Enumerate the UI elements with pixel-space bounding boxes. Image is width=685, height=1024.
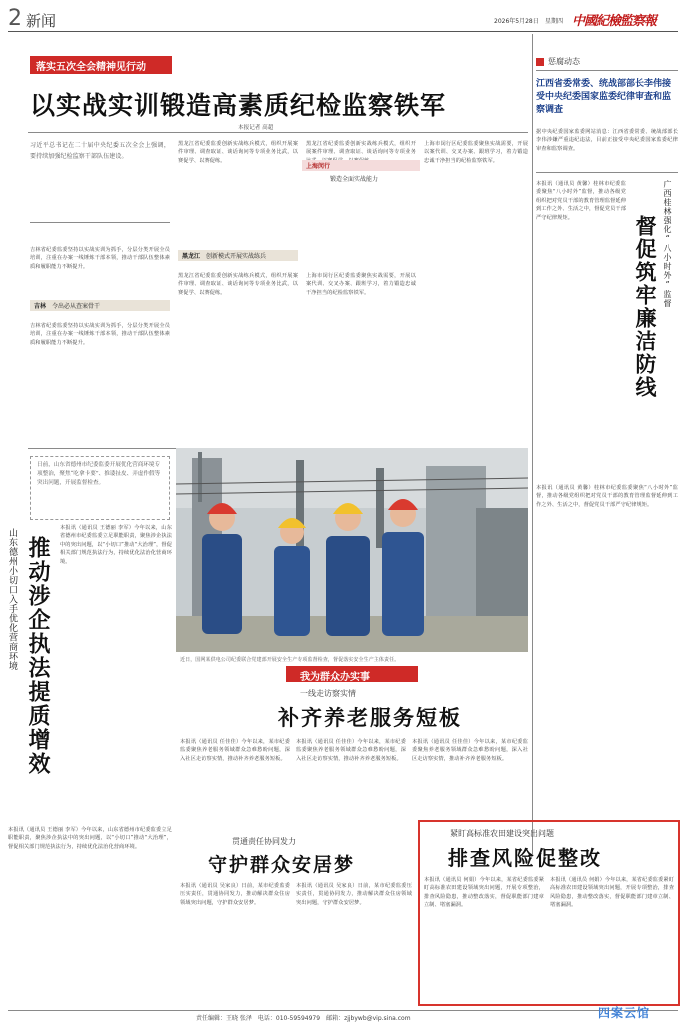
main-body-col3: 黑龙江省纪委监委创新实战练兵模式，组织开展案件审理、调查取证、谈话询问等专项业务 [306,141,416,156]
left-body-b: 本报讯（通讯员 王德丽 李军）今年以来，山东省德州市纪委监委立足职能职责，聚焦涉企执法中的突出问题，以“小切口”推动“大治理”，督促相关部门规范执法行为，持续优化法治化营商环境。 [8,827,172,850]
main-body-col4: 上海市闵行区纪委监委聚焦实战需要，开展以案代训、交叉办案、跟班学习，着力锻造忠诚干净担当的纪检监察铁军。 [424,141,528,164]
sidebar-rule2 [536,172,678,173]
masthead-logo: 中國紀檢監察報 [572,14,657,29]
left-body-a: 本报讯（通讯员 王德丽 李军）今年以来，山东省德州市纪委监委立足职能职责，聚焦涉企执法中的突出问题，以“小切口”推动“大治理”，督促相关部门规范执法行为，持续优化法治化营商环境。 [60,525,172,565]
people-headline-1: 补齐养老服务短板 [278,705,462,730]
issue-date: 2026年5月28日 [494,18,539,25]
issue-weekday: 星期四 [545,18,564,25]
sidebar-rule [536,70,678,71]
boxed-kicker: 紧盯高标准农田建设突出问题 [450,829,554,838]
subhead-heilongjiang [178,250,298,261]
sidebar-column-label: 惩腐动态 [548,57,580,66]
left-kicker: 山东德州小切口入手优化营商环境 [7,528,17,671]
people-body-1c: 本报讯（通讯员 任佳佳）今年以来，某市纪委监委聚焦养老服务领域群众急难愁盼问题，深入社区走访察实情，推动补齐养老服务短板。 [412,739,528,762]
main-body-col1b: 吉林省纪委监委坚持以实战实训为抓手，分层分类开展全员培训，注重在办案一线锤炼干部本领，推动干部队伍整体素质和履职能力不断提升。 [30,323,170,346]
subhead-minhang-title: 锻造全面实战能力 [330,176,379,183]
sidebar-story-body-a: 本报讯（通讯员 黄馨）桂林市纪委监委聚焦“八小时外”监督，推动各级党组织把对党员干部的教育管理监督延伸到工作之外、生活之中，督促党员干部严守纪律规矩。 [536,181,626,221]
watermark-logo: 四案云馆 [598,1006,651,1020]
subhead-jilin-tag: 吉林 [34,303,47,310]
sidebar-column-icon [536,58,544,66]
subhead-hlj-title: 创新模式开展实战练兵 [206,253,267,260]
left-quote-box [30,456,170,520]
main-body-col2b: 黑龙江省纪委监委创新实战练兵模式，组织开展案件审理、调查取证、谈话询问等专项业务比武，以赛促学、以赛促练。 [178,273,298,296]
footer-rule [8,1010,678,1011]
news-photo [176,448,528,652]
main-body-col2: 黑龙江省纪委监委创新实战练兵模式，组织开展案件审理、调查取证、谈话询问等专项业务比武，以赛促学、以赛促练。 [178,141,298,164]
people-body-2a: 本报讯（通讯员 吴家良）日前，某市纪委监委压实责任，贯通协同发力，推动解决群众住房领域突出问题，守护群众安居梦。 [180,883,290,906]
sidebar-divider [532,34,533,854]
topic-banner-text: 落实五次全会精神见行动 [36,62,146,73]
people-body-1a: 本报讯（通讯员 任佳佳）今年以来，某市纪委监委聚焦养老服务领域群众急难愁盼问题，深入社区走访察实情，推动补齐养老服务短板。 [180,739,290,762]
main-byline: 本报记者 高超 [238,125,274,131]
main-headline: 以实战实训锻造高素质纪检监察铁军 [30,91,447,120]
subhead-hlj-tag: 黑龙江 [182,253,201,260]
main-body-col3b: 上海市闵行区纪委监委聚焦实战需要，开展以案代训、交叉办案、跟班学习，着力锻造忠诚干净担当的纪检监察铁军。 [306,273,416,296]
people-headline-2: 守护群众安居梦 [208,854,356,876]
main-body-col1: 吉林省纪委监委坚持以实战实训为抓手，分层分类开展全员培训，注重在办案一线锤炼干部本领，推动干部队伍整体素质和履职能力不断提升。 [30,247,170,270]
left-quote-text: 日前，山东省德州市纪委监委开展优化营商环境专项整治，聚焦“吃拿卡要”、推诿扯皮、弄虚作假等突出问题，开展监督检查。 [37,462,161,486]
section-label: 新闻 [26,12,57,30]
photo-scene [176,448,528,652]
sidebar-kicker: 广西桂林强化“八小时外”监督 [663,180,672,308]
people-kicker-1: 一线走访察实情 [300,689,356,698]
boxed-body-a: 本报讯（通讯员 何娟）今年以来，某省纪委监委紧盯高标准农田建设领域突出问题，开展专项整治，排查风险隐患，推动整改落实，督促职能部门建章立制、堵塞漏洞。 [424,877,544,909]
people-body-1b: 本报讯（通讯员 任佳佳）今年以来，某市纪委监委聚焦养老服务领域群众急难愁盼问题，深入社区走访察实情，推动补齐养老服务短板。 [296,739,406,762]
header-rule [8,31,678,32]
boxed-body-b: 本报讯（通讯员 何娟）今年以来，某省纪委监委紧盯高标准农田建设领域突出问题，开展专项整治，排查风险隐患，推动整改落实，督促职能部门建章立制、堵塞漏洞。 [550,877,674,909]
sidebar-story-body-b: 本报讯（通讯员 黄馨）桂林市纪委监委聚焦“八小时外”监督，推动各级党组织把对党员干部的教育管理监督延伸到工作之外、生活之中，督促党员干部严守纪律规矩。 [536,485,678,508]
photo-caption: 近日，国网某供电公司纪委联合党建部开展安全生产专项监督检查，督促落实安全生产主体责任。 [180,657,400,663]
main-top-rule [28,132,528,133]
footer-credits: 责任编辑：王晓 张泽 电话：010-59594979 邮箱：zjjbywb@vip.sina.com [196,1015,411,1022]
sidebar-story-title: 督促筑牢廉洁防线 [633,215,658,399]
subhead-minhang-tag: 上海闵行 [306,163,331,170]
page-number: 2 [8,6,22,31]
subhead-minhang [302,160,420,171]
sidebar-headline: 江西省委常委、统战部部长李伟接受中央纪委国家监委纪律审查和监察调查 [536,79,672,115]
people-body-2b: 本报讯（通讯员 吴家良）日前，某市纪委监委压实责任，贯通协同发力，推动解决群众住房领域突出问题，守护群众安居梦。 [296,883,412,906]
lead-rule [30,222,170,223]
people-kicker-2: 贯通责任协同发力 [232,837,296,846]
boxed-headline: 排查风险促整改 [448,846,602,870]
subhead-jilin-title: 令出必从查案骨干 [52,303,101,310]
people-banner-text: 我为群众办实事 [300,672,370,683]
subhead-jilin [30,300,170,311]
sidebar-body: 据中央纪委国家监委网站消息：江西省委常委、统战部部长李伟涉嫌严重违纪违法，目前正接受中央纪委国家监委纪律审查和监察调查。 [536,129,678,152]
left-headline: 推动涉企执法提质增效 [25,536,51,776]
main-lead: 习近平总书记在二十届中央纪委五次全会上强调，要持续加强纪检监察干部队伍建设。 [30,142,170,160]
